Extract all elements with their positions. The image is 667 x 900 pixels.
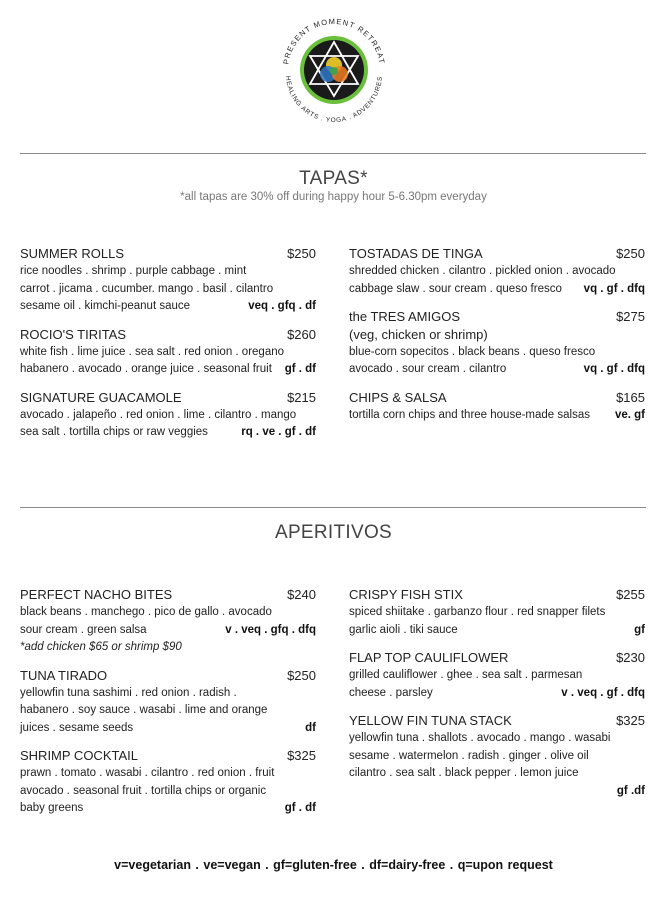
menu-item-name: FLAP TOP CAULIFLOWER <box>349 650 509 665</box>
menu-item-header <box>20 244 316 263</box>
menu-item-header <box>20 325 316 344</box>
menu-item-description-line <box>20 800 316 818</box>
menu-item-name: TOSTADAS DE TINGA <box>349 246 483 261</box>
menu-item-price: $250 <box>287 667 316 683</box>
menu-item-name: SUMMER ROLLS <box>20 246 125 261</box>
dietary-tags: v . veq . gf . dfq <box>561 686 645 699</box>
ingredients-text: garlic aioli . tiki sauce <box>349 623 458 636</box>
ingredients-text: avocado . seasonal fruit . tortilla chips or organic <box>20 784 267 797</box>
ingredients-text: yellowfin tuna sashimi . red onion . radish . <box>20 686 237 699</box>
menu-item-name: PERFECT NACHO BITES <box>20 587 173 602</box>
menu-item-name: YELLOW FIN TUNA STACK <box>349 713 512 728</box>
menu-item-header <box>349 244 645 263</box>
menu-item-price: $325 <box>616 713 645 728</box>
menu-item-price: $260 <box>287 326 316 342</box>
menu-item <box>20 666 316 738</box>
menu-item <box>20 746 316 818</box>
menu-item-description-line <box>20 765 316 783</box>
dietary-tags: v . veq . gfq . dfq <box>225 623 316 636</box>
menu-item-description-line <box>20 604 316 622</box>
menu-item-description-line <box>349 281 645 299</box>
dietary-tags: rq . ve . gf . df <box>241 426 316 438</box>
add-on-note: *add chicken $65 or shrimp $90 <box>20 641 182 653</box>
ingredients-text: yellowfin tuna . shallots . avocado . mango . wasabi <box>349 732 611 744</box>
menu-item-description-line <box>349 622 645 640</box>
menu-item-description-line <box>20 407 316 425</box>
tapas-subtitle: *all tapas are 30% off during happy hour 5-6.30pm everyday <box>180 191 487 203</box>
menu-item-description-line <box>20 281 316 299</box>
menu-item <box>20 244 316 316</box>
menu-item-description-line <box>349 326 645 344</box>
ingredients-text: baby greens <box>20 802 84 814</box>
menu-item-header <box>349 711 645 730</box>
menu-item <box>349 711 645 800</box>
logo-arc-top-text: PRESENT MOMENT RETREAT <box>281 16 387 66</box>
menu-item-description-line <box>349 263 645 281</box>
menu-item-description-line <box>20 685 316 703</box>
menu-item-header <box>349 307 645 326</box>
menu-item-description-line <box>20 424 316 442</box>
ingredients-text: tortilla corn chips and three house-made salsas <box>349 408 590 421</box>
menu-item-description-line <box>349 344 645 362</box>
menu-item-header <box>349 388 645 407</box>
menu-item-price: $215 <box>287 389 316 405</box>
ingredients-text: rice noodles . shrimp . purple cabbage . mint <box>20 265 247 277</box>
ingredients-text: prawn . tomato . wasabi . cilantro . red onion . fruit <box>20 767 275 779</box>
menu-item-header <box>20 388 316 407</box>
ingredients-text: sesame . watermelon . radish . ginger . olive oil <box>349 749 589 762</box>
ingredients-text: (veg, chicken or shrimp) <box>349 327 488 342</box>
menu-item-name: ROCIO'S TIRITAS <box>20 326 127 342</box>
menu-item-price: $325 <box>287 748 316 763</box>
menu-item-name: TUNA TIRADO <box>20 667 108 683</box>
menu-item-header <box>20 746 316 765</box>
ingredients-text: blue-corn sopecitos . black beans . queso fresco <box>349 345 596 358</box>
dietary-tags: gf . df <box>284 802 316 814</box>
menu-item-price: $255 <box>616 587 645 602</box>
dietary-tags: ve. gf <box>614 408 645 421</box>
menu-item-name: the TRES AMIGOS <box>349 309 461 324</box>
menu-item-name: CRISPY FISH STIX <box>349 587 463 602</box>
dietary-legend: v=vegetarian . ve=vegan . gf=gluten-free . df=dairy-free . q=upon request <box>114 858 553 872</box>
menu-item-description-line <box>20 622 316 640</box>
tapas-left-column <box>20 244 316 451</box>
menu-item-description-line <box>20 702 316 720</box>
ingredients-text: grilled cauliflower . ghee . sea salt . parmesan <box>349 669 583 681</box>
ingredients-text: cabbage slaw . sour cream . queso fresco <box>349 282 562 295</box>
dietary-tags: gf <box>634 623 645 636</box>
menu-item <box>349 244 645 298</box>
menu-item-name: SHRIMP COCKTAIL <box>20 748 138 763</box>
menu-item-header <box>349 648 645 667</box>
dietary-tags: veq . gfq . df <box>248 300 316 312</box>
menu-item-description-line <box>20 361 316 379</box>
menu-item-description-line <box>349 748 645 766</box>
ingredients-text: black beans . manchego . pico de gallo . avocado <box>20 606 272 618</box>
menu-item-description-line <box>20 298 316 316</box>
menu-item-description-line <box>349 685 645 703</box>
menu-item-description-line <box>349 667 645 685</box>
ingredients-text: juices . sesame seeds <box>20 721 134 734</box>
menu-item-price: $165 <box>616 389 645 405</box>
ingredients-text: carrot . jicama . cucumber. mango . basil . cilantro <box>20 282 274 295</box>
menu-item-description-line <box>349 765 645 783</box>
menu-item-header <box>20 585 316 604</box>
dietary-tags: vq . gf . dfq <box>583 363 645 375</box>
dietary-tags: gf .df <box>616 784 645 797</box>
menu-item <box>20 585 316 657</box>
menu-item-name: CHIPS & SALSA <box>349 389 447 405</box>
menu-item-description-line <box>20 344 316 362</box>
dietary-tags: gf . df <box>284 363 316 375</box>
menu-item-price: $275 <box>616 309 645 324</box>
ingredients-text: habanero . avocado . orange juice . seasonal fruit <box>20 363 272 375</box>
ingredients-text: spiced shiitake . garbanzo flour . red snapper filets <box>349 606 606 618</box>
menu-item <box>349 648 645 702</box>
ingredients-text: sour cream . green salsa <box>20 623 147 636</box>
aperitivos-right-column <box>349 585 645 809</box>
ingredients-text: sea salt . tortilla chips or raw veggies <box>20 426 208 438</box>
dietary-tags: df <box>305 721 316 734</box>
menu-item <box>20 388 316 442</box>
ingredients-text: avocado . sour cream . cilantro <box>349 363 507 375</box>
menu-item-header <box>349 585 645 604</box>
menu-item <box>349 585 645 639</box>
menu-item-tags-row <box>349 783 645 801</box>
ingredients-text: cilantro . sea salt . black pepper . lemon juice <box>349 767 579 779</box>
logo-arc-bottom-text: HEALING ARTS . YOGA . ADVENTURES <box>283 75 385 125</box>
menu-item-description-line <box>349 604 645 622</box>
present-moment-logo <box>270 4 398 136</box>
ingredients-text: habanero . soy sauce . wasabi . lime and orange <box>20 704 268 716</box>
divider-middle <box>20 507 646 508</box>
ingredients-text: avocado . jalapeño . red onion . lime . cilantro . mango <box>20 408 297 421</box>
ingredients-text: shredded chicken . cilantro . pickled onion . avocado <box>349 265 616 277</box>
menu-item-description-line <box>349 361 645 379</box>
menu-item-header <box>20 666 316 685</box>
menu-item-description-line <box>20 263 316 281</box>
menu-item-price: $230 <box>616 650 645 665</box>
menu-item-price: $240 <box>287 587 316 602</box>
ingredients-text: white fish . lime juice . sea salt . red onion . oregano <box>20 345 285 358</box>
menu-item <box>20 325 316 379</box>
menu-item <box>349 307 645 379</box>
menu-item <box>349 388 645 425</box>
menu-item-name: SIGNATURE GUACAMOLE <box>20 389 182 405</box>
aperitivos-left-column <box>20 585 316 827</box>
menu-item-price: $250 <box>287 246 316 261</box>
menu-item-description-line <box>349 730 645 748</box>
divider-top <box>20 153 646 154</box>
ingredients-text: cheese . parsley <box>349 686 433 699</box>
menu-item-description-line <box>349 407 645 425</box>
menu-item-description-line <box>20 720 316 738</box>
tapas-right-column <box>349 244 645 433</box>
ingredients-text: sesame oil . kimchi-peanut sauce <box>20 300 191 312</box>
menu-item-price: $250 <box>616 246 645 261</box>
tapas-title: TAPAS* <box>299 168 368 189</box>
aperitivos-title: APERITIVOS <box>274 522 393 543</box>
menu-item-description-line <box>20 783 316 801</box>
dietary-tags: vq . gf . dfq <box>583 282 645 295</box>
